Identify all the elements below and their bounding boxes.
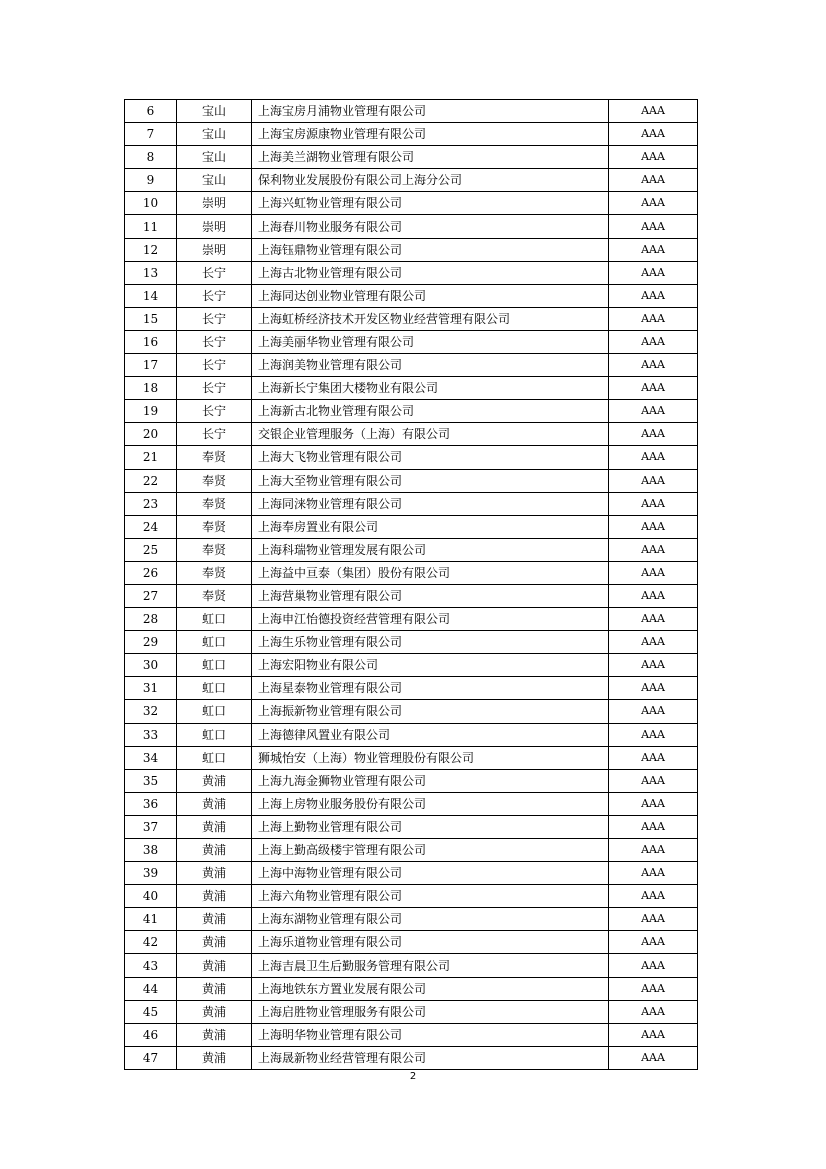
row-number-cell: 26 (125, 561, 177, 584)
row-number-cell: 30 (125, 654, 177, 677)
row-number-cell: 27 (125, 584, 177, 607)
row-number-cell: 42 (125, 931, 177, 954)
district-cell: 崇明 (177, 238, 252, 261)
rating-grade-cell: AAA (609, 700, 698, 723)
table-row (125, 654, 698, 677)
rating-grade-cell: AAA (609, 839, 698, 862)
company-name-cell: 上海营巢物业管理有限公司 (252, 584, 609, 607)
district-cell: 长宁 (177, 261, 252, 284)
rating-grade-cell: AAA (609, 1046, 698, 1069)
table-row (125, 400, 698, 423)
rating-grade-cell: AAA (609, 192, 698, 215)
company-name-cell: 上海春川物业服务有限公司 (252, 215, 609, 238)
rating-grade-cell: AAA (609, 446, 698, 469)
rating-grade-cell: AAA (609, 515, 698, 538)
row-number-cell: 29 (125, 631, 177, 654)
row-number-cell: 24 (125, 515, 177, 538)
company-name-cell: 上海美兰湖物业管理有限公司 (252, 146, 609, 169)
row-number-cell: 7 (125, 123, 177, 146)
company-name-cell: 上海乐道物业管理有限公司 (252, 931, 609, 954)
district-cell: 崇明 (177, 192, 252, 215)
rating-grade-cell: AAA (609, 746, 698, 769)
company-name-cell: 上海晟新物业经营管理有限公司 (252, 1046, 609, 1069)
page-number: 2 (409, 1071, 417, 1082)
table-row (125, 192, 698, 215)
row-number-cell: 20 (125, 423, 177, 446)
rating-grade-cell: AAA (609, 815, 698, 838)
district-cell: 奉贤 (177, 492, 252, 515)
rating-grade-cell: AAA (609, 677, 698, 700)
row-number-cell: 14 (125, 284, 177, 307)
row-number-cell: 12 (125, 238, 177, 261)
district-cell: 虹口 (177, 677, 252, 700)
company-name-cell: 上海古北物业管理有限公司 (252, 261, 609, 284)
table-row (125, 100, 698, 123)
rating-grade-cell: AAA (609, 561, 698, 584)
rating-grade-cell: AAA (609, 723, 698, 746)
company-name-cell: 上海六角物业管理有限公司 (252, 885, 609, 908)
rating-grade-cell: AAA (609, 885, 698, 908)
district-cell: 黄浦 (177, 1000, 252, 1023)
row-number-cell: 31 (125, 677, 177, 700)
rating-grade-cell: AAA (609, 954, 698, 977)
rating-grade-cell: AAA (609, 769, 698, 792)
table-row (125, 746, 698, 769)
company-name-cell: 上海虹桥经济技术开发区物业经营管理有限公司 (252, 307, 609, 330)
rating-grade-cell: AAA (609, 1000, 698, 1023)
row-number-cell: 25 (125, 538, 177, 561)
row-number-cell: 13 (125, 261, 177, 284)
rating-grade-cell: AAA (609, 307, 698, 330)
table-row (125, 377, 698, 400)
row-number-cell: 6 (125, 100, 177, 123)
rating-grade-cell: AAA (609, 977, 698, 1000)
rating-grade-cell: AAA (609, 492, 698, 515)
district-cell: 黄浦 (177, 977, 252, 1000)
rating-grade-cell: AAA (609, 792, 698, 815)
row-number-cell: 11 (125, 215, 177, 238)
table-row (125, 538, 698, 561)
company-name-cell: 上海润美物业管理有限公司 (252, 354, 609, 377)
district-cell: 虹口 (177, 654, 252, 677)
table-row (125, 631, 698, 654)
row-number-cell: 18 (125, 377, 177, 400)
district-cell: 黄浦 (177, 931, 252, 954)
district-cell: 奉贤 (177, 584, 252, 607)
table-row (125, 492, 698, 515)
district-cell: 虹口 (177, 631, 252, 654)
table-row (125, 146, 698, 169)
district-cell: 长宁 (177, 400, 252, 423)
table-row (125, 469, 698, 492)
district-cell: 宝山 (177, 100, 252, 123)
row-number-cell: 19 (125, 400, 177, 423)
row-number-cell: 41 (125, 908, 177, 931)
district-cell: 奉贤 (177, 469, 252, 492)
district-cell: 奉贤 (177, 538, 252, 561)
district-cell: 虹口 (177, 723, 252, 746)
table-row (125, 561, 698, 584)
table-row (125, 446, 698, 469)
district-cell: 宝山 (177, 146, 252, 169)
rating-grade-cell: AAA (609, 908, 698, 931)
rating-grade-cell: AAA (609, 469, 698, 492)
rating-grade-cell: AAA (609, 931, 698, 954)
company-name-cell: 上海大至物业管理有限公司 (252, 469, 609, 492)
table-row (125, 238, 698, 261)
row-number-cell: 47 (125, 1046, 177, 1069)
table-row (125, 608, 698, 631)
table-row (125, 769, 698, 792)
row-number-cell: 34 (125, 746, 177, 769)
company-name-cell: 上海兴虹物业管理有限公司 (252, 192, 609, 215)
company-name-cell: 上海上勤物业管理有限公司 (252, 815, 609, 838)
row-number-cell: 15 (125, 307, 177, 330)
company-name-cell: 保利物业发展股份有限公司上海分公司 (252, 169, 609, 192)
district-cell: 黄浦 (177, 1046, 252, 1069)
rating-grade-cell: AAA (609, 169, 698, 192)
table-row (125, 839, 698, 862)
table-row (125, 954, 698, 977)
district-cell: 黄浦 (177, 954, 252, 977)
company-name-cell: 上海同涞物业管理有限公司 (252, 492, 609, 515)
company-name-cell: 上海新古北物业管理有限公司 (252, 400, 609, 423)
rating-grade-cell: AAA (609, 631, 698, 654)
rating-grade-cell: AAA (609, 238, 698, 261)
district-cell: 虹口 (177, 700, 252, 723)
company-name-cell: 上海上勤高级楼宇管理有限公司 (252, 839, 609, 862)
company-name-cell: 上海东湖物业管理有限公司 (252, 908, 609, 931)
company-name-cell: 上海中海物业管理有限公司 (252, 862, 609, 885)
company-name-cell: 上海宏阳物业有限公司 (252, 654, 609, 677)
district-cell: 宝山 (177, 123, 252, 146)
company-name-cell: 上海益中亘泰（集团）股份有限公司 (252, 561, 609, 584)
rating-grade-cell: AAA (609, 584, 698, 607)
district-cell: 黄浦 (177, 1023, 252, 1046)
table-row (125, 584, 698, 607)
district-cell: 虹口 (177, 746, 252, 769)
district-cell: 黄浦 (177, 839, 252, 862)
row-number-cell: 39 (125, 862, 177, 885)
table-row (125, 908, 698, 931)
company-name-cell: 上海生乐物业管理有限公司 (252, 631, 609, 654)
district-cell: 黄浦 (177, 815, 252, 838)
rating-grade-cell: AAA (609, 284, 698, 307)
district-cell: 长宁 (177, 330, 252, 353)
table-row (125, 169, 698, 192)
row-number-cell: 36 (125, 792, 177, 815)
district-cell: 崇明 (177, 215, 252, 238)
district-cell: 长宁 (177, 377, 252, 400)
company-name-cell: 交银企业管理服务（上海）有限公司 (252, 423, 609, 446)
row-number-cell: 22 (125, 469, 177, 492)
rating-grade-cell: AAA (609, 538, 698, 561)
company-name-cell: 上海启胜物业管理服务有限公司 (252, 1000, 609, 1023)
table-row (125, 700, 698, 723)
rating-grade-cell: AAA (609, 423, 698, 446)
row-number-cell: 33 (125, 723, 177, 746)
district-cell: 虹口 (177, 608, 252, 631)
row-number-cell: 35 (125, 769, 177, 792)
company-name-cell: 上海德律风置业有限公司 (252, 723, 609, 746)
table-row (125, 123, 698, 146)
district-cell: 长宁 (177, 284, 252, 307)
company-name-cell: 上海宝房源康物业管理有限公司 (252, 123, 609, 146)
rating-grade-cell: AAA (609, 608, 698, 631)
row-number-cell: 8 (125, 146, 177, 169)
row-number-cell: 16 (125, 330, 177, 353)
company-name-cell: 上海地铁东方置业发展有限公司 (252, 977, 609, 1000)
table-row (125, 792, 698, 815)
district-cell: 黄浦 (177, 769, 252, 792)
table-body (125, 100, 698, 1070)
table-row (125, 723, 698, 746)
company-name-cell: 上海科瑞物业管理发展有限公司 (252, 538, 609, 561)
rating-grade-cell: AAA (609, 377, 698, 400)
district-cell: 长宁 (177, 354, 252, 377)
rating-grade-cell: AAA (609, 654, 698, 677)
table-row (125, 423, 698, 446)
district-cell: 长宁 (177, 423, 252, 446)
company-name-cell: 上海星泰物业管理有限公司 (252, 677, 609, 700)
district-cell: 奉贤 (177, 446, 252, 469)
company-name-cell: 上海同达创业物业管理有限公司 (252, 284, 609, 307)
table-row (125, 977, 698, 1000)
company-name-cell: 上海奉房置业有限公司 (252, 515, 609, 538)
district-cell: 长宁 (177, 307, 252, 330)
company-name-cell: 上海宝房月浦物业管理有限公司 (252, 100, 609, 123)
table-row (125, 862, 698, 885)
company-name-cell: 上海明华物业管理有限公司 (252, 1023, 609, 1046)
row-number-cell: 23 (125, 492, 177, 515)
table-row (125, 354, 698, 377)
company-name-cell: 上海申江怡德投资经营管理有限公司 (252, 608, 609, 631)
rating-grade-cell: AAA (609, 1023, 698, 1046)
table-row (125, 885, 698, 908)
district-cell: 黄浦 (177, 885, 252, 908)
rating-grade-cell: AAA (609, 215, 698, 238)
district-cell: 黄浦 (177, 908, 252, 931)
row-number-cell: 37 (125, 815, 177, 838)
table-row (125, 261, 698, 284)
table-row (125, 330, 698, 353)
rating-grade-cell: AAA (609, 261, 698, 284)
table-row (125, 1000, 698, 1023)
table-row (125, 515, 698, 538)
district-cell: 黄浦 (177, 792, 252, 815)
district-cell: 宝山 (177, 169, 252, 192)
company-name-cell: 上海振新物业管理有限公司 (252, 700, 609, 723)
row-number-cell: 45 (125, 1000, 177, 1023)
table-row (125, 931, 698, 954)
rating-grade-cell: AAA (609, 354, 698, 377)
company-name-cell: 上海九海金狮物业管理有限公司 (252, 769, 609, 792)
rating-grade-cell: AAA (609, 862, 698, 885)
row-number-cell: 17 (125, 354, 177, 377)
table-row (125, 1023, 698, 1046)
rating-grade-cell: AAA (609, 100, 698, 123)
table-row (125, 677, 698, 700)
row-number-cell: 46 (125, 1023, 177, 1046)
company-name-cell: 上海吉晨卫生后勤服务管理有限公司 (252, 954, 609, 977)
row-number-cell: 10 (125, 192, 177, 215)
company-name-cell: 狮城怡安（上海）物业管理股份有限公司 (252, 746, 609, 769)
table-row (125, 307, 698, 330)
rating-grade-cell: AAA (609, 123, 698, 146)
district-cell: 奉贤 (177, 515, 252, 538)
row-number-cell: 21 (125, 446, 177, 469)
rating-grade-cell: AAA (609, 146, 698, 169)
row-number-cell: 43 (125, 954, 177, 977)
row-number-cell: 9 (125, 169, 177, 192)
company-name-cell: 上海上房物业服务股份有限公司 (252, 792, 609, 815)
company-name-cell: 上海新长宁集团大楼物业有限公司 (252, 377, 609, 400)
rating-grade-cell: AAA (609, 400, 698, 423)
table-row (125, 284, 698, 307)
district-cell: 黄浦 (177, 862, 252, 885)
rating-grade-cell: AAA (609, 330, 698, 353)
table-row (125, 815, 698, 838)
company-rating-table (124, 99, 698, 1070)
company-name-cell: 上海钰鼎物业管理有限公司 (252, 238, 609, 261)
company-name-cell: 上海美丽华物业管理有限公司 (252, 330, 609, 353)
row-number-cell: 44 (125, 977, 177, 1000)
district-cell: 奉贤 (177, 561, 252, 584)
row-number-cell: 38 (125, 839, 177, 862)
table-row (125, 215, 698, 238)
row-number-cell: 28 (125, 608, 177, 631)
company-name-cell: 上海大飞物业管理有限公司 (252, 446, 609, 469)
row-number-cell: 40 (125, 885, 177, 908)
table-row (125, 1046, 698, 1069)
row-number-cell: 32 (125, 700, 177, 723)
